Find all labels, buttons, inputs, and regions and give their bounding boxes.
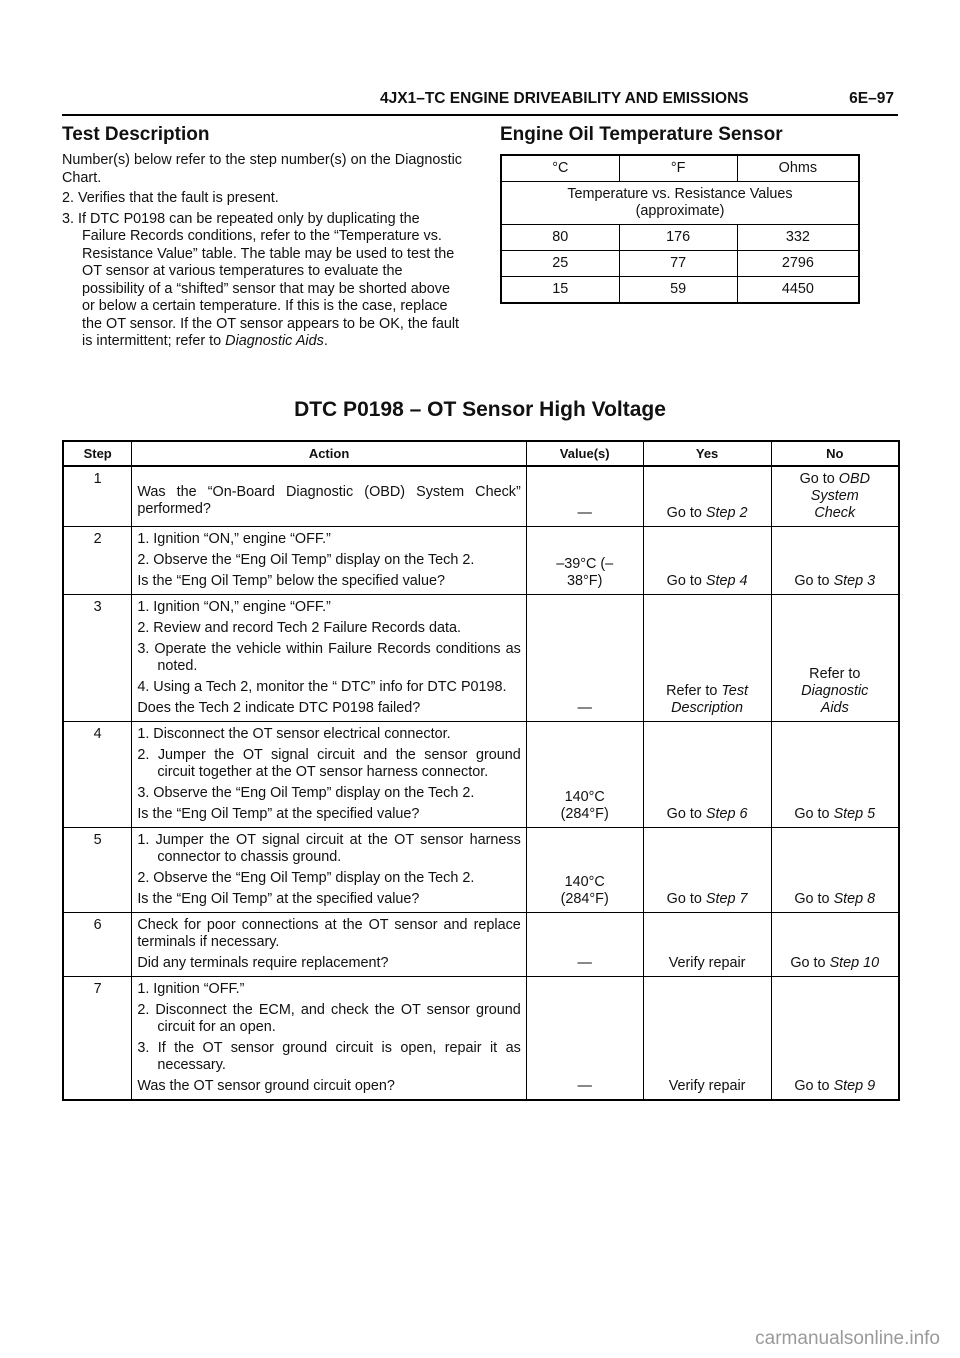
table-row — [63, 595, 899, 722]
no-reference-link: Step 3 — [833, 573, 876, 589]
no-reference-link: Diagnostic Aids — [801, 683, 869, 716]
test-description-item-2: 2. Verifies that the fault is present. — [62, 190, 279, 206]
table-cell: 25 — [501, 251, 619, 277]
table-cell: 80 — [501, 225, 619, 251]
step-yes — [643, 722, 771, 828]
dtc-chart-title: DTC P0198 – OT Sensor High Voltage — [294, 398, 666, 421]
no-text: Go to — [799, 471, 839, 487]
step-number: 1 — [63, 466, 132, 527]
sensor-table-title: Engine Oil Temperature Sensor — [500, 124, 783, 145]
header-ohms: Ohms — [737, 155, 859, 182]
action-question: Was the OT sensor ground circuit open? — [137, 1078, 395, 1094]
header-values: Value(s) — [526, 441, 643, 466]
table-subtitle: Temperature vs. Resistance Values (approximate) — [501, 182, 859, 225]
page-header — [62, 88, 898, 116]
action-item: 3. If the OT sensor ground circuit is open, repair it as necessary. — [137, 1040, 521, 1073]
step-number: 3 — [63, 595, 132, 722]
step-number: 6 — [63, 913, 132, 977]
action-item: 1. Ignition “ON,” engine “OFF.” — [137, 531, 331, 547]
step-value: 140°C (284°F) — [526, 722, 643, 828]
table-row — [63, 913, 899, 977]
test-description-section — [62, 124, 462, 354]
step-yes — [643, 527, 771, 595]
item-3-end: . — [323, 333, 328, 349]
step-action — [132, 977, 526, 1101]
no-reference-link: Step 5 — [833, 806, 876, 822]
no-reference-link: OBD System Check — [810, 471, 870, 521]
table-row — [501, 251, 859, 277]
step-yes — [643, 913, 771, 977]
step-action — [132, 828, 526, 913]
action-item: 2. Disconnect the ECM, and check the OT sensor ground circuit for an open. — [137, 1002, 521, 1035]
no-text: Go to — [790, 955, 830, 971]
table-row — [63, 722, 899, 828]
action-item: 2. Review and record Tech 2 Failure Records data. — [137, 620, 462, 636]
yes-text: Go to — [666, 573, 706, 589]
test-description-intro: Number(s) below refer to the step number(s) on the Diagnostic Chart. — [62, 152, 462, 186]
header-step: Step — [63, 441, 132, 466]
action-item: 3. Observe the “Eng Oil Temp” display on the Tech 2. — [137, 785, 475, 801]
header-no: No — [771, 441, 899, 466]
test-description-title: Test Description — [62, 124, 210, 145]
watermark: carmanualsonline.info — [755, 1328, 940, 1349]
sensor-table-section — [500, 124, 860, 304]
diagnostic-body — [63, 466, 899, 1100]
step-value: 140°C (284°F) — [526, 828, 643, 913]
no-text: Go to — [794, 573, 834, 589]
step-no — [771, 913, 899, 977]
page-number: 6E–97 — [849, 90, 894, 107]
action-item: 2. Observe the “Eng Oil Temp” display on the Tech 2. — [137, 552, 475, 568]
yes-reference-link: Test Description — [671, 683, 749, 716]
step-no — [771, 466, 899, 527]
diagnostic-header-row — [63, 441, 899, 466]
action-question: Is the “Eng Oil Temp” at the specified value? — [137, 806, 420, 822]
action-question: Is the “Eng Oil Temp” below the specified value? — [137, 573, 446, 589]
step-number: 7 — [63, 977, 132, 1101]
table-row — [501, 225, 859, 251]
step-number: 4 — [63, 722, 132, 828]
step-no — [771, 828, 899, 913]
yes-text: Refer to — [666, 683, 722, 699]
step-no — [771, 722, 899, 828]
action-item: Was the “On-Board Diagnostic (OBD) System Check” performed? — [137, 484, 521, 517]
header-fahrenheit: °F — [619, 155, 737, 182]
table-cell: 59 — [619, 277, 737, 304]
action-question: Did any terminals require replacement? — [137, 955, 389, 971]
item-3-text: 3. If DTC P0198 can be repeated only by duplicating the Failure Records conditions, refer to the “Temperature vs. Resistance Value” table. The table may be used to test the OT sensor at various temperatures to evaluate the possibility of a “shifted” sensor that may be shorted above or below a certain temperature. If this is the case, replace the OT sensor. If the OT sensor appears to be OK, the fault is intermittent; refer to — [62, 210, 460, 349]
table-subtitle-row — [501, 182, 859, 225]
step-yes — [643, 466, 771, 527]
yes-reference-link: Step 2 — [705, 505, 748, 521]
action-item: 1. Ignition “ON,” engine “OFF.” — [137, 599, 331, 615]
table-row — [63, 977, 899, 1101]
step-action — [132, 595, 526, 722]
temperature-resistance-table — [500, 154, 860, 304]
step-value: — — [526, 466, 643, 527]
action-item: 4. Using a Tech 2, monitor the “ DTC” info for DTC P0198. — [137, 679, 507, 695]
action-question: Is the “Eng Oil Temp” at the specified value? — [137, 891, 420, 907]
table-row — [63, 527, 899, 595]
step-action — [132, 527, 526, 595]
step-no — [771, 595, 899, 722]
step-no — [771, 977, 899, 1101]
yes-reference-link: Step 6 — [705, 806, 748, 822]
step-action — [132, 722, 526, 828]
step-value: — — [526, 977, 643, 1101]
action-item: 1. Disconnect the OT sensor electrical connector. — [137, 726, 451, 742]
table-cell: 176 — [619, 225, 737, 251]
no-text: Refer to — [809, 666, 861, 682]
no-reference-link: Step 9 — [833, 1078, 876, 1094]
test-description-item-3 — [62, 211, 462, 351]
no-text: Go to — [794, 806, 834, 822]
table-header-row — [501, 155, 859, 182]
table-cell: 77 — [619, 251, 737, 277]
step-value: — — [526, 595, 643, 722]
action-item: 3. Operate the vehicle within Failure Records conditions as noted. — [137, 641, 521, 674]
step-number: 5 — [63, 828, 132, 913]
step-action — [132, 466, 526, 527]
header-celsius: °C — [501, 155, 619, 182]
step-number: 2 — [63, 527, 132, 595]
step-action — [132, 913, 526, 977]
table-cell: 15 — [501, 277, 619, 304]
step-no — [771, 527, 899, 595]
action-item: 1. Ignition “OFF.” — [137, 981, 245, 997]
no-reference-link: Step 10 — [829, 955, 880, 971]
header-yes: Yes — [643, 441, 771, 466]
table-cell: 4450 — [737, 277, 859, 304]
step-yes — [643, 977, 771, 1101]
yes-text: Verify repair — [668, 1078, 746, 1094]
action-item: 2. Jumper the OT signal circuit and the sensor ground circuit together at the OT sensor harness connector. — [137, 747, 521, 780]
yes-text: Go to — [666, 891, 706, 907]
no-reference-link: Step 8 — [833, 891, 876, 907]
step-yes — [643, 828, 771, 913]
diagnostic-chart-table — [62, 440, 900, 1101]
table-row — [501, 277, 859, 304]
action-item: 1. Jumper the OT signal circuit at the OT sensor harness connector to chassis ground. — [137, 832, 521, 865]
no-text: Go to — [794, 891, 834, 907]
action-question: Does the Tech 2 indicate DTC P0198 failed? — [137, 700, 421, 716]
table-cell: 2796 — [737, 251, 859, 277]
yes-text: Verify repair — [668, 955, 746, 971]
table-row — [63, 828, 899, 913]
yes-text: Go to — [666, 806, 706, 822]
action-item: 2. Observe the “Eng Oil Temp” display on the Tech 2. — [137, 870, 475, 886]
no-text: Go to — [794, 1078, 834, 1094]
table-cell: 332 — [737, 225, 859, 251]
yes-reference-link: Step 7 — [705, 891, 748, 907]
header-action: Action — [132, 441, 526, 466]
action-item: Check for poor connections at the OT sensor and replace terminals if necessary. — [137, 917, 521, 950]
manual-section-title: 4JX1–TC ENGINE DRIVEABILITY AND EMISSIONS — [380, 90, 749, 107]
step-value: — — [526, 913, 643, 977]
step-yes — [643, 595, 771, 722]
diagnostic-aids-ref: Diagnostic Aids — [225, 333, 324, 349]
yes-text: Go to — [666, 505, 706, 521]
yes-reference-link: Step 4 — [705, 573, 748, 589]
table-row — [63, 466, 899, 527]
step-value: –39°C (–38°F) — [526, 527, 643, 595]
